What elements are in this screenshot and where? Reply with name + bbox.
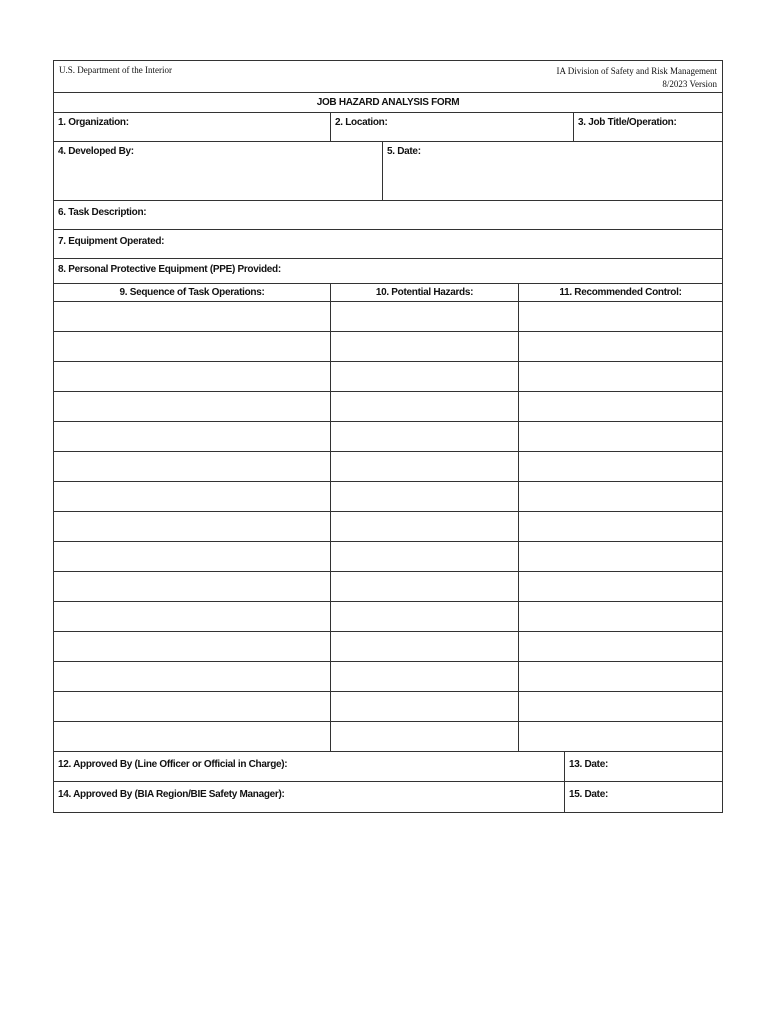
hazard-cell[interactable]: [331, 392, 519, 421]
hazard-cell[interactable]: [331, 722, 519, 751]
task-table-body: [54, 302, 722, 752]
division-block: [557, 65, 717, 91]
hazard-cell[interactable]: [331, 692, 519, 721]
control-cell[interactable]: [519, 302, 722, 331]
row-task-description: [54, 201, 722, 230]
table-header-row: [54, 284, 722, 302]
row-approval-line-officer: [54, 752, 722, 782]
organization-field[interactable]: 1. Organization:: [54, 113, 331, 141]
control-cell[interactable]: [519, 572, 722, 601]
column-header-control: 11. Recommended Control:: [559, 287, 682, 298]
hazard-cell[interactable]: [331, 512, 519, 541]
control-cell[interactable]: [519, 362, 722, 391]
sequence-cell[interactable]: [54, 632, 331, 661]
table-row: [54, 332, 722, 362]
location-field[interactable]: 2. Location:: [331, 113, 574, 141]
column-header-hazards: 10. Potential Hazards:: [331, 284, 519, 301]
table-row: [54, 512, 722, 542]
division-label: IA Division of Safety and Risk Management: [556, 66, 717, 76]
table-row: [54, 302, 722, 332]
table-row: [54, 452, 722, 482]
sequence-cell[interactable]: [54, 452, 331, 481]
table-row: [54, 482, 722, 512]
hazard-cell[interactable]: [331, 422, 519, 451]
hazard-cell[interactable]: [331, 302, 519, 331]
column-header-sequence: 9. Sequence of Task Operations:: [54, 284, 331, 301]
date-5-field[interactable]: 5. Date:: [387, 146, 421, 157]
date-15-field[interactable]: 15. Date:: [569, 789, 608, 800]
control-cell[interactable]: [519, 542, 722, 571]
table-row: [54, 692, 722, 722]
control-cell[interactable]: [519, 392, 722, 421]
approved-by-line-officer-field[interactable]: 12. Approved By (Line Officer or Official in Charge):: [54, 752, 565, 781]
control-cell[interactable]: [519, 452, 722, 481]
hazard-cell[interactable]: [331, 602, 519, 631]
table-row: [54, 422, 722, 452]
hazard-cell[interactable]: [331, 632, 519, 661]
sequence-cell[interactable]: [54, 332, 331, 361]
control-cell[interactable]: [519, 662, 722, 691]
task-description-field[interactable]: 6. Task Description:: [58, 207, 147, 218]
date-13-field[interactable]: 13. Date:: [569, 759, 608, 770]
hazard-cell[interactable]: [331, 572, 519, 601]
sequence-cell[interactable]: [54, 722, 331, 751]
sequence-cell[interactable]: [54, 302, 331, 331]
hazard-cell[interactable]: [331, 452, 519, 481]
control-cell[interactable]: [519, 422, 722, 451]
sequence-cell[interactable]: [54, 392, 331, 421]
sequence-cell[interactable]: [54, 422, 331, 451]
sequence-cell[interactable]: [54, 542, 331, 571]
sequence-cell[interactable]: [54, 602, 331, 631]
table-row: [54, 362, 722, 392]
job-hazard-analysis-form: [53, 60, 723, 813]
sequence-cell[interactable]: [54, 662, 331, 691]
row-ppe: [54, 259, 722, 284]
department-label: U.S. Department of the Interior: [59, 65, 172, 75]
sequence-cell[interactable]: [54, 572, 331, 601]
control-cell[interactable]: [519, 692, 722, 721]
hazard-cell[interactable]: [331, 362, 519, 391]
sequence-cell[interactable]: [54, 482, 331, 511]
developed-by-field[interactable]: 4. Developed By:: [54, 142, 383, 200]
control-cell[interactable]: [519, 332, 722, 361]
row-org-location-job: [54, 113, 722, 142]
sequence-cell[interactable]: [54, 512, 331, 541]
table-row: [54, 662, 722, 692]
table-row: [54, 602, 722, 632]
control-cell[interactable]: [519, 512, 722, 541]
form-header: [54, 60, 722, 93]
job-title-field[interactable]: 3. Job Title/Operation:: [578, 117, 677, 128]
table-row: [54, 572, 722, 602]
sequence-cell[interactable]: [54, 692, 331, 721]
equipment-operated-field[interactable]: 7. Equipment Operated:: [58, 236, 165, 247]
control-cell[interactable]: [519, 602, 722, 631]
form-title: JOB HAZARD ANALYSIS FORM: [54, 93, 722, 113]
control-cell[interactable]: [519, 482, 722, 511]
ppe-field[interactable]: 8. Personal Protective Equipment (PPE) Provided:: [58, 264, 281, 275]
table-row: [54, 392, 722, 422]
hazard-cell[interactable]: [331, 542, 519, 571]
approved-by-safety-manager-field[interactable]: 14. Approved By (BIA Region/BIE Safety Manager):: [54, 782, 565, 812]
row-equipment: [54, 230, 722, 259]
hazard-cell[interactable]: [331, 332, 519, 361]
control-cell[interactable]: [519, 722, 722, 751]
version-label: 8/2023 Version: [662, 79, 717, 89]
hazard-cell[interactable]: [331, 482, 519, 511]
table-row: [54, 542, 722, 572]
control-cell[interactable]: [519, 632, 722, 661]
table-row: [54, 722, 722, 752]
row-approval-safety-manager: [54, 782, 722, 812]
table-row: [54, 632, 722, 662]
hazard-cell[interactable]: [331, 662, 519, 691]
row-developed-date: [54, 142, 722, 201]
sequence-cell[interactable]: [54, 362, 331, 391]
